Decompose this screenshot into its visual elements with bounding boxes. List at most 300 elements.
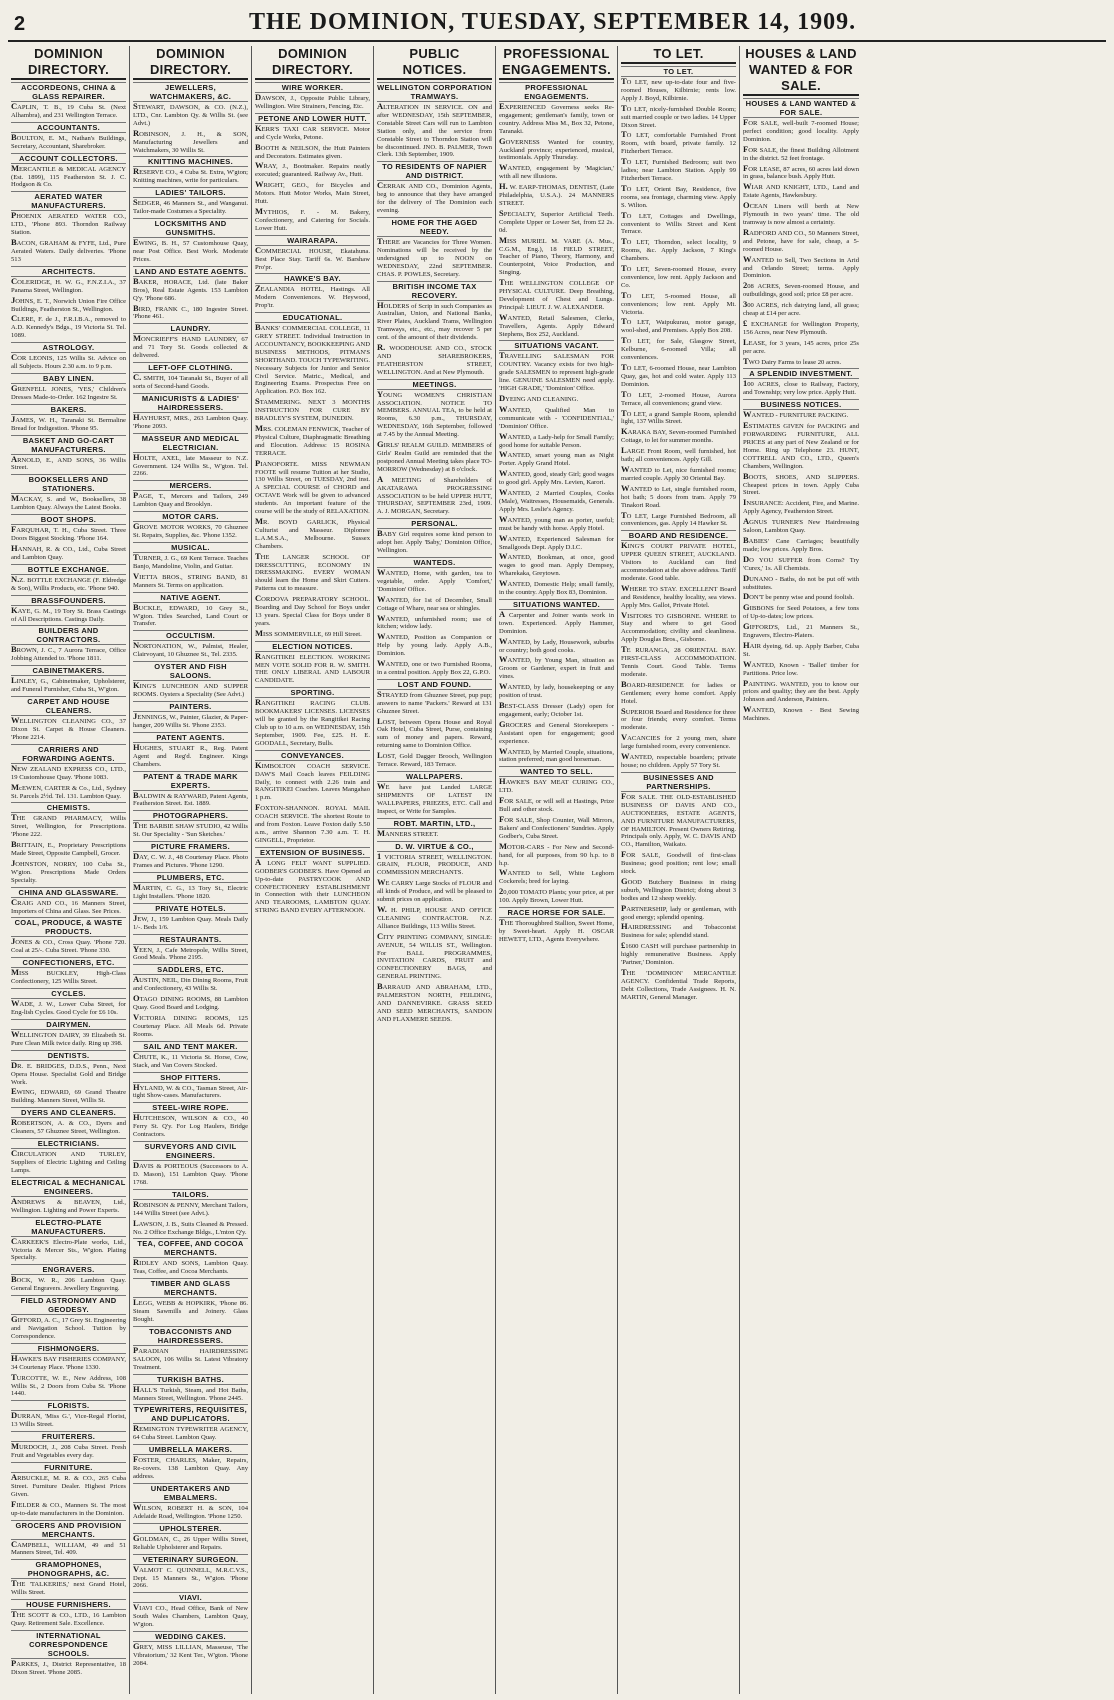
advertisement-entry: WANTED, Known - 'Ballet' timber for Partitions. Price low. [743, 658, 859, 677]
advertisement-entry: THE BARBIE SHAW STUDIO, 42 Willis St. Our Speciality - 'Sun Sketches.' [133, 820, 248, 839]
advertisement-entry: GIFFORD, A. C., 17 Grey St. Engineering and Navigation School. Tuition by Correspondence. [11, 1314, 126, 1340]
advertisement-entry: WANTED, 2 Married Couples, Cooks (Male), Waitresses, Housemaids, Generals. Apply Mrs. Leslie's Agency. [499, 487, 614, 513]
section-heading: JEWELLERS, WATCHMAKERS, &C. [133, 82, 248, 102]
advertisement-entry: WE have just Landed LARGE SHIPMENTS OF LATEST IN WALLPAPERS, FRIEZES, ETC. Call and Inspect, or Write for Samples. [377, 781, 492, 815]
advertisement-entry: INSURANCE: Accident, Fire, and Marine. Apply Agency, Featherston Street. [743, 497, 859, 516]
advertisement-entry: RIDLEY AND SONS, Lambton Quay. Teas, Coffee, and Cocoa Merchants. [133, 1257, 248, 1276]
advertisement-entry: WANTED to Sell, White Leghorn Cockerels; bred for laying. [499, 867, 614, 886]
section-heading: MUSICAL. [133, 542, 248, 553]
advertisement-entry: WANTED, by lady, housekeeping or any position of trust. [499, 681, 614, 700]
advertisement-entry: YEEN, J., Cafe Metropole, Willis Street, Good Meals. 'Phone 2195. [133, 943, 248, 962]
advertisement-entry: CAMPBELL, WILLIAM, 49 and 51 Manners Street, Tel. 409. [11, 1538, 126, 1557]
advertisement-entry: VICTORIA DINING ROOMS, 125 Courtenay Place. All Meals 6d. Private Rooms. [133, 1012, 248, 1038]
advertisement-entry: WE CARRY Large Stocks of FLOUR and all kinds of Produce, and will be pleased to submit prices on application. [377, 877, 492, 904]
advertisement-entry: DO YOU SUFFER from Corns? Try 'Curex,' 1s. All Chemists. [743, 553, 859, 572]
advertisement-entry: STRAYED from Ghuznee Street, pup pup; answers to name 'Packers.' Reward at 131 Ghuznee Street. [377, 688, 492, 715]
advertisement-entry: THE GRAND PHARMACY, Willis Street, Wellington, for Prescriptions. 'Phone 222. [11, 812, 126, 839]
advertisement-entry: DON'T be penny wise and pound foolish. [743, 591, 855, 602]
advertisement-entry: £ EXCHANGE for Wellington Property, 156 Acres, near New Plymouth. [743, 317, 859, 336]
advertisement-entry: WANTED, good, steady Girl; good wages to good girl. Apply Mrs. Levien, Karori. [499, 468, 614, 487]
advertisement-entry: WANTED - FURNITURE PACKING. [743, 409, 849, 420]
section-heading: UPHOLSTERER. [133, 1523, 248, 1534]
advertisement-entry: NEW ZEALAND EXPRESS CO., LTD., 19 Customhouse Quay. 'Phone 1083. [11, 762, 126, 781]
advertisement-entry: ROBINSON, J. H., & SON, Manufacturing Jewellers and Watchmakers, 30 Willis St. [133, 127, 248, 154]
section-heading: UMBRELLA MAKERS. [133, 1444, 248, 1455]
section-heading: MEETINGS. [377, 379, 492, 390]
section-heading: ROBT. MARTIN, LTD., [377, 818, 492, 829]
advertisement-entry: HYLAND, W. & CO., Tasman Street, Air-tight Show-cases. Manufacturers. [133, 1081, 248, 1100]
advertisement-entry: LOST, Gold Dagger Brooch, Wellington Terrace. Reward, 183 Terrace. [377, 750, 492, 769]
advertisement-entry: WRAY, J., Bootmaker. Repairs neatly executed; guaranteed. Railway Av., Hutt. [255, 160, 370, 179]
advertisement-entry: ARNOLD, E., AND SONS, 36 Willis Street. [11, 453, 126, 472]
advertisement-entry: FOR LEASE, 87 acres, 60 acres laid down in grass, balance bush. Apply Hutt. [743, 162, 859, 181]
advertisement-entry: TO LET, Furnished Bedroom; suit two ladies; near Lambton Station. Apply 99 Fitzherbert Terrace. [621, 156, 736, 182]
advertisement-entry: DURRAN, 'Miss G.', Vice-Regal Florist, 13 Willis Street. [11, 1410, 126, 1429]
advertisement-entry: COMMERCIAL HOUSE, Ekatahuna. Best Place Stay. Tariff 6s. W. Barshaw Pro'pr. [255, 244, 370, 271]
advertisement-entry: MISS BUCKLEY, High-Class Confectionery, 125 Willis Street. [11, 967, 126, 986]
advertisement-entry: MACKAY, S. and W., Booksellers, 38 Lambton Quay. Always the Latest Books. [11, 493, 126, 512]
section-heading: BUILDERS AND CONTRACTORS. [11, 625, 126, 645]
advertisement-entry: ROBERTSON, A. & CO., Dyers and Cleaners, 57 Ghuznee Street, Wellington. [11, 1117, 126, 1136]
advertisement-entry: STEWART, DAWSON, & CO. (N.Z.), LTD., Cnr. Lambton Qy. & Willis St. (see Advt.) [133, 101, 248, 127]
section-heading: WAIRARAPA. [255, 235, 370, 246]
advertisement-entry: MARTIN, C. G., 13 Tory St., Electric Light Installers. 'Phone 1820. [133, 881, 248, 900]
advertisement-entry: LOST, between Opera House and Royal Oak Hotel, Cuba Street, Purse, containing sum of money and papers. Reward, returning same to Dominion Office. [377, 715, 492, 750]
page-number: 2 [14, 13, 26, 35]
section-heading: CONVEYANCES. [255, 750, 370, 761]
advertisement-entry: ZEALANDIA HOTEL, Hastings. All Modern Conveniences. W. Heywood, Prop'tr. [255, 283, 370, 310]
advertisement-entry: TURNER, J. G., 69 Kent Terrace. Teaches Banjo, Mandoline, Violin, and Guitar. [133, 552, 248, 570]
advertisement-entry: 300 ACRES, rich dairying land, all grass; cheap at £14 per acre. [743, 299, 859, 318]
section-heading: DENTISTS. [11, 1050, 126, 1061]
column-2 [130, 46, 252, 1694]
advertisement-entry: AGNUS TURNER'S New Hairdressing Saloon, Lambton Quay. [743, 516, 859, 535]
advertisement-entry: PAINTING. WANTED, you to know our prices and quality; they are the best. Apply Johnson and Anderson, Painters. [743, 677, 859, 704]
section-heading: PICTURE FRAMERS. [133, 841, 248, 852]
advertisement-entry: SEDGER, 46 Manners St., and Wanganui. Tailor-made Costumes a Speciality. [133, 197, 248, 216]
advertisement-entry: WIAR AND KNIGHT, LTD., Land and Estate Agents, Hawkesbury. [743, 181, 859, 200]
advertisement-entry: HUTCHESON, WILSON & CO., 40 Ferry St. Q'y. For Log Haulers, Bridge Contractors. [133, 1112, 248, 1139]
advertisement-entry: 100 ACRES, close to Railway, Factory, and Township; very low price. Apply Hutt. [743, 378, 859, 397]
advertisement-entry: GROVE MOTOR WORKS, 70 Ghuznee St. Repairs, Supplies, &c. 'Phone 1352. [133, 521, 248, 540]
advertisement-entry: CHUTE, K., 11 Victoria St. Horse, Cow, Stack, and Van Covers Stocked. [133, 1050, 248, 1069]
section-heading: AERATED WATER MANUFACTURERS. [11, 191, 126, 211]
advertisement-entry: MRS. COLEMAN FENWICK, Teacher of Physical Culture, Diaphragmatic Breathing and Elocution. Address: 15 ROSINA TERRACE. [255, 423, 370, 457]
section-heading: OCCULTISM. [133, 630, 248, 641]
advertisement-entry: TRAVELLING SALESMAN FOR COUNTRY. Vacancy exists for two high-grade SALESMEN to represent high-grade line. GENUINE SALESMEN need apply. 'HIGH GRADE,' 'Dominion' Office. [499, 350, 614, 393]
advertisement-entry: WILSON, ROBERT H. & SON, 104 Adelaide Road, Wellington. 'Phone 1250. [133, 1502, 248, 1520]
section-heading: ELECTRICAL & MECHANICAL ENGINEERS. [11, 1177, 126, 1196]
section-heading: FRUITERERS. [11, 1431, 126, 1442]
column-heading: PUBLIC NOTICES. [377, 46, 492, 80]
advertisement-entry: TO LET, comfortable Furnished Front Room, with board, private family. 12 Fitzherbert Terrace. [621, 129, 736, 156]
advertisement-entry: ALTERATION IN SERVICE. ON and after WEDNESDAY, 15th SEPTEMBER, Constable Street Cars will run to Lambton Station only, and the service from Constable Street to Thorndon Station will be discontinued. JNO. B. PALMER, Town Clerk. 13th September, 1909. [377, 101, 492, 159]
section-heading: FIELD ASTRONOMY AND GEODESY. [11, 1295, 126, 1315]
section-heading: PAINTERS. [133, 701, 248, 712]
advertisement-entry: BAKER, HORACE, Ltd. (late Baker Bros), Real Estate Agents. 153 Lambton Q'y. 'Phone 686. [133, 275, 248, 302]
advertisement-entry: JOHNSTON, NORRY, 100 Cuba St., W'gton. Prescriptions Made Orders Specialty. [11, 857, 126, 884]
advertisement-entry: A MEETING of Shareholders of AKATARAWA PROGRESSING ASSOCIATION to be held UPPER HUTT, THURSDAY, SEPTEMBER 23rd, 1909. A. J. MORGAN, Secretary. [377, 473, 492, 516]
advertisement-entry: VIETTA BROS., STRING BAND, 81 Manners St. Terms on application. [133, 570, 248, 589]
advertisement-entry: CIRCULATION AND TURLEY, Suppliers of Electric Lighting and Ceiling Lamps. [11, 1148, 126, 1174]
advertisement-entry: EWING, EDWARD, 69 Grand Theatre Building. Manners Street, Willis St. [11, 1086, 126, 1105]
section-heading: VIAVI. [133, 1592, 248, 1603]
advertisement-entry: TO LET, for Sale, Glasgow Street, Kelburne, 6-roomed Villa; all conveniences. [621, 335, 736, 362]
advertisement-entry: AUSTIN, NEIL, Din Dining Rooms, Fruit and Confectionery, 43 Willis St. [133, 974, 248, 993]
advertisement-entry: WHERE TO STAY. EXCELLENT Board and Residence, healthy locality, sea views. Apply Mrs. Gallot, Private Hotel. [621, 582, 736, 609]
advertisement-entry: BOOTH & NEILSON, the Hutt Painters and Decorators. Estimates given. [255, 141, 370, 160]
advertisement-entry: WANTED, smart young man as Night Porter. Apply Grand Hotel. [499, 449, 614, 468]
advertisement-entry: EXPERIENCED Governess seeks Re-engagement; gentleman's family, town or country. Address Miss M., Box 32, Petone, Taranaki. [499, 101, 614, 135]
advertisement-entry: MERCANTILE & MEDICAL AGENCY (Est. 1899), 115 Featherston St. J. C. Hodgson & Co. [11, 162, 126, 189]
advertisement-entry: CERRAK AND CO., Dominion Agents, beg to announce that they have arranged for the delivery of The Dominion each evening. [377, 180, 492, 215]
advertisement-entry: FOR SALE, well-built 7-roomed House; perfect condition; good locality. Apply Dominion. [743, 117, 859, 143]
advertisement-entry: WANTED, Retail Salesmen, Clerks, Travellers, Agents. Apply Edward Stephens, Box 252, Auckland. [499, 311, 614, 338]
advertisement-entry: KARAKA BAY, Seven-roomed Furnished Cottage, to let for summer months. [621, 426, 736, 445]
advertisement-entry: WANTED, engagement by 'Magician,' with all new illusions. [499, 162, 614, 181]
advertisement-entry: JONES & CO., Cross Quay. 'Phone 720. Coal at 25/-. Cuba Street. 'Phone 330. [11, 936, 126, 955]
advertisement-entry: TO LET, Large Furnished Bedroom, all conveniences, gas. Apply 14 Hawker St. [621, 509, 736, 528]
column-heading: TO LET. [621, 46, 736, 64]
section-heading: VETERINARY SURGEON. [133, 1554, 248, 1565]
advertisement-entry: FOR SALE, Shop Counter, Wall Mirrors, Bakers' and Confectioners' Sundries. Apply Godber's, Cuba Street. [499, 813, 614, 840]
advertisement-entry: LINLEY, G., Cabinetmaker, Upholsterer, and Funeral Furnisher, Cuba St., W'gton. [11, 675, 126, 694]
advertisement-entry: RANGITIKEI ELECTION. WORKING MEN VOTE SOLID FOR R. W. SMITH. THE ONLY LIBERAL AND LABOUR CANDIDATE. [255, 650, 370, 685]
section-heading: PLUMBERS, ETC. [133, 872, 248, 883]
advertisement-entry: CITY PRINTING COMPANY, SINGLE: AVENUE, 54 WILLIS ST., Wellington. For BALL PROGRAMMES, INVITATION CARDS, FRUIT and CONFECTIONERY BAGS, and GENERAL PRINTING. [377, 930, 492, 981]
section-heading: BUSINESS NOTICES. [743, 399, 859, 410]
advertisement-entry: BEST-CLASS Dresser (Lady) open for engagement, early; October 1st. [499, 700, 614, 718]
section-heading: INTERNATIONAL CORRESPONDENCE SCHOOLS. [11, 1630, 126, 1659]
advertisement-entry: TO LET, 6-roomed House, near Lambton Quay, gas, hot and cold water. Apply 113 Dominion. [621, 362, 736, 388]
section-heading: TO LET. [621, 66, 736, 77]
advertisement-entry: WANTED to Let, single furnished room, hot bath; 5 doors from tram. Apply 79 Tinakori Road. [621, 482, 736, 509]
advertisement-entry: WANTED, Position as Companion or Help by young lady. Apply A.B., Dominion. [377, 631, 492, 658]
advertisement-entry: ARBUCKLE, M. R. & CO., 265 Cuba Street. Furniture Dealer. Highest Prices Given. [11, 1472, 126, 1498]
section-heading: CHEMISTS. [11, 802, 126, 813]
advertisement-entry: PAGE, T., Mercers and Tailors, 249 Lambton Quay and Brooklyn. [133, 490, 248, 509]
advertisement-entry: DAVIS & PORTEOUS (Successors to A. D. Mason), 151 Lambton Quay. 'Phone 1768. [133, 1160, 248, 1186]
advertisement-entry: WANTED, young man as porter, useful; must be handy with horse. Apply Hotel. [499, 513, 614, 532]
section-heading: FURNITURE. [11, 1462, 126, 1473]
advertisement-entry: FIELDER & CO., Manners St. The most up-to-date manufacturers in the Dominion. [11, 1498, 126, 1517]
advertisement-entry: JEW, J., 159 Lambton Quay. Meals Daily 1/-. Beds 1/6. [133, 912, 248, 931]
advertisement-entry: HAIRDRESSING and Tobacconist Business for sale; splendid stand. [621, 921, 736, 940]
advertisement-entry: LARGE Front Room, well furnished, hot bath; all conveniences. Apply Gill. [621, 445, 736, 464]
advertisement-entry: RADFORD AND CO., 50 Manners Street, and Petone, have for sale, cheap, a 5-roomed House. [743, 226, 859, 253]
section-heading: WEDDING CAKES. [133, 1631, 248, 1642]
section-heading: ACCORDEONS, CHINA & GLASS REPAIRER. [11, 82, 126, 102]
column-7 [740, 46, 862, 1694]
advertisement-entry: BARRAUD AND ABRAHAM, LTD., PALMERSTON NORTH, FEILDING, AND DANNEVIRKE. GRASS SEED AND SEED MERCHANTS, SANDON AND FLAXMERE SEEDS. [377, 981, 492, 1023]
section-heading: ENGRAVERS. [11, 1264, 126, 1275]
section-heading: EXTENSION OF BUSINESS. [255, 847, 370, 858]
section-heading: HOUSES & LAND WANTED & FOR SALE. [743, 98, 859, 118]
section-heading: CONFECTIONERS, ETC. [11, 957, 126, 968]
column-4 [374, 46, 496, 1694]
section-heading: ACCOUNTANTS. [11, 122, 126, 133]
advertisement-entry: 20,000 TOMATO Plants; your price, at per 100. Apply Brown, Lower Hutt. [499, 886, 614, 905]
newspaper-columns [8, 46, 1106, 1694]
section-heading: SURVEYORS AND CIVIL ENGINEERS. [133, 1141, 248, 1161]
advertisement-entry: FOR SALE, the finest Building Allotment in the district. 52 feet frontage. [743, 143, 859, 162]
advertisement-entry: THE 'DOMINION' MERCANTILE AGENCY. Confidential Trade Reports, Debt Collections, Trade Assignees. H. N. MARTIN, General Manager. [621, 967, 736, 1001]
advertisement-entry: FOR SALE. THE OLD-ESTABLISHED BUSINESS OF DAVIS AND CO., AUCTIONEERS, ESTATE AGENTS, AND FURNITURE MANUFACTURERS, OF HAMILTON. Present Owners Retiring. Principals only. Apply, W. C. DAVIS AND CO., Hamilton, Waikato. [621, 790, 736, 849]
advertisement-entry: TO LET, a grand Sample Room, splendid light, 137 Willis Street. [621, 407, 736, 426]
advertisement-entry: HAIR dyeing, 6d. up. Apply Barber, Cuba St. [743, 639, 859, 658]
section-heading: PERSONAL. [377, 518, 492, 529]
section-heading: SITUATIONS WANTED. [499, 599, 614, 610]
section-heading: BRASSFOUNDERS. [11, 595, 126, 606]
section-heading: TEA, COFFEE, AND COCOA MERCHANTS. [133, 1238, 248, 1258]
advertisement-entry: BOARD-RESIDENCE for ladies or Gentlemen; every home comfort. Apply Hotel. [621, 678, 736, 705]
advertisement-entry: TO LET, Waipukurau, motor garage, wool-shed, and Premises. Apply Box 208. [621, 316, 736, 335]
section-heading: BOARD AND RESIDENCE. [621, 530, 736, 541]
advertisement-entry: WANTED, one or two Furnished Rooms, in a central position. Apply Box 22, G.P.O. [377, 658, 492, 676]
advertisement-entry: FARQUHAR, T. H., Cuba Street. Three Doors Biggest Stocking. 'Phone 164. [11, 524, 126, 543]
advertisement-entry: WELLINGTON CLEANING CO., 37 Dixon St. Carpet & House Cleaners. 'Phone 2214. [11, 715, 126, 741]
section-heading: DAIRYMEN. [11, 1019, 126, 1030]
section-heading: PATENT AGENTS. [133, 732, 248, 743]
advertisement-entry: GOLDMAN, C., 26 Upper Willis Street, Reliable Upholsterer and Repairs. [133, 1532, 248, 1551]
advertisement-entry: 1 VICTORIA STREET, WELLINGTON. GRAIN, FLOUR, PRODUCE, AND COMMISSION MERCHANTS. [377, 850, 492, 877]
advertisement-entry: HUGHES, STUART R., Reg. Patent Agent and Reg'd. Engineer. Kings Chambers. [133, 741, 248, 768]
advertisement-entry: £1600 CASH will purchase partnership in highly remunerative Business. Apply 'Partner,' Dominion. [621, 940, 736, 967]
advertisement-entry: GOVERNESS Wanted for country, Auckland province; experienced, musical, testimonials. Apply Thursday. [499, 135, 614, 162]
advertisement-entry: BANKS' COMMERCIAL COLLEGE, 11 GREY STREET. Individual Instruction in ACCOUNTANCY, BOOKKEEPING AND BUSINESS METHODS, PITMAN'S SHORTHAND. TOUCH TYPEWRITING. Necessary Subjects for Junior and Senior Civil Service. Matric., Medical, and Engineering Exams. Prospectus Free on Application. P.O. Box 162. [255, 322, 370, 396]
section-heading: ARCHITECTS. [11, 266, 126, 277]
section-heading: TURKISH BATHS. [133, 1374, 248, 1385]
advertisement-entry: BROWN, J. C., 7 Aurora Terrace, Office Jobbing Attended to. 'Phone 1811. [11, 644, 126, 663]
advertisement-entry: STAMMERING. NEXT 3 MONTHS INSTRUCTION FOR CURE BY BRADLEY'S SYSTEM, DUNEDIN. [255, 396, 370, 423]
column-1 [8, 46, 130, 1694]
advertisement-entry: HAYHURST, MRS., 263 Lambton Quay. 'Phone 2093. [133, 411, 248, 430]
advertisement-entry: WANTED, Home, with garden, tea to vegetable, order. Apply 'Comfort,' 'Dominion' Office. [377, 566, 492, 593]
advertisement-entry: GRENFELL JONES, 'YES,' Children's Dresses Made-to-Order. 162 Ingestre St. [11, 382, 126, 401]
section-heading: D. W. VIRTUE & CO., [377, 841, 492, 852]
advertisement-entry: THE 'TALKERIES,' next Grand Hotel, Willis Street. [11, 1578, 126, 1597]
section-heading: CHINA AND GLASSWARE. [11, 887, 126, 898]
advertisement-entry: RESERVE CO., 4 Cuba St. Extra, W'gton; Knitting machines, write for particulars. [133, 166, 248, 185]
section-heading: PROFESSIONAL ENGAGEMENTS. [499, 82, 614, 102]
section-heading: BOOKSELLERS AND STATIONERS. [11, 474, 126, 494]
section-heading: WELLINGTON CORPORATION TRAMWAYS. [377, 83, 492, 101]
advertisement-entry: HANNAH, R. & CO., Ltd., Cuba Street and Lambton Quay. [11, 543, 126, 561]
advertisement-entry: MISS MURIEL M. VARE (A. Mus., C.G.M., Eng.), 18 FIELD STREET, Teacher of Piano, Theory, Harmony, and Counterpoint, Voice Production, and Singing. [499, 234, 614, 277]
column-heading: DOMINION DIRECTORY. [133, 46, 248, 80]
advertisement-entry: CRAIG AND CO., 16 Manners Street, Importers of China and Glass. See Prices. [11, 896, 126, 915]
advertisement-entry: BABY Girl requires some kind person to adopt her. Apply 'Baby,' Dominion Office, Wellington. [377, 528, 492, 555]
advertisement-entry: MANNERS STREET. [377, 827, 439, 838]
section-heading: CARPET AND HOUSE CLEANERS. [11, 696, 126, 716]
advertisement-entry: WANTED, by Young Man, situation as Groom or Gardener, expert in fruit and vines. [499, 654, 614, 681]
advertisement-entry: KERR'S TAXI CAR SERVICE. Motor and Cycle Works, Petone. [255, 122, 370, 141]
advertisement-entry: WANTED, Known - Best Sewing Machines. [743, 704, 859, 723]
advertisement-entry: MISS SOMMERVILLE, 69 Hill Street. [255, 627, 362, 638]
section-heading: WIRE WORKER. [255, 82, 370, 93]
section-heading: TIMBER AND GLASS MERCHANTS. [133, 1278, 248, 1298]
advertisement-entry: MURDOCH, J., 208 Cuba Street. Fresh Fruit and Vegetables every day. [11, 1441, 126, 1460]
advertisement-entry: THE Thoroughbred Stallion, Sweet Home, by Sweet-heart. Apply H. OSCAR HEWETT, LTD., Agents Everywhere. [499, 917, 614, 943]
advertisement-entry: THE LANGER SCHOOL OF DRESSCUTTING, ECONOMY IN DRESSMAKING. EVERY WOMAN should learn the Home and Skirt Cutters. Patterns cut to measure. [255, 550, 370, 593]
advertisement-entry: WANTED, Experienced Salesman for Smallgoods Dept. Apply D.I.C. [499, 532, 614, 551]
advertisement-entry: McEWEN, CARTER & Co., Ltd., Sydney St. Parcels 2½d. Tel. 131. Lambton Quay. [11, 781, 126, 800]
newspaper-title: THE DOMINION, TUESDAY, SEPTEMBER 14, 1909. [248, 9, 857, 35]
advertisement-entry: KING'S LUNCHEON AND SUPPER ROOMS. Oysters a Speciality (See Advt.) [133, 680, 248, 699]
advertisement-entry: JOHNS, E. T., Norwich Union Fire Office Buildings, Featherston St., Wellington. [11, 294, 126, 313]
advertisement-entry: LEASE, for 3 years, 145 acres, price 25s per acre. [743, 336, 859, 355]
advertisement-entry: WANTED to Sell, Two Sections in Arid and Orlando Street; terms. Apply Dominion. [743, 253, 859, 280]
advertisement-entry: TO LET, nicely-furnished Double Room; suit married couple or two ladies. 14 Upper Dixon Street. [621, 102, 736, 129]
section-heading: BRITISH INCOME TAX RECOVERY. [377, 281, 492, 301]
advertisement-entry: FOSTER, CHARLES, Maker, Repairs, Re-covers. 138 Lambton Quay. Any address. [133, 1454, 248, 1481]
advertisement-entry: BABIES' Cane Carriages; beautifully made; low prices. Apply Bros. [743, 534, 859, 553]
advertisement-entry: BOOTS, SHOES, AND SLIPPERS. Cheapest prices in town. Apply Cuba Street. [743, 470, 859, 497]
section-heading: BOOT SHOPS. [11, 514, 126, 525]
section-heading: LOST AND FOUND. [377, 679, 492, 690]
section-heading: WALLPAPERS. [377, 771, 492, 782]
advertisement-entry: VACANCIES for 2 young men, share large furnished room, every convenience. [621, 732, 736, 751]
section-heading: A SPLENDID INVESTMENT. [743, 368, 859, 379]
section-heading: KNITTING MACHINES. [133, 156, 248, 167]
section-heading: ACCOUNT COLLECTORS. [11, 153, 126, 164]
advertisement-entry: WANTED, Bookman, at once, good wages to good man. Apply Dempsey, Wharekaka, Greytown. [499, 551, 614, 578]
advertisement-entry: TO LET, Cottages and Dwellings, convenient to Willis Street and Kent Terrace. [621, 209, 736, 236]
advertisement-entry: TO LET, Orient Bay, Residence, five rooms, sea frontage, charming view. Apply S. Wilton. [621, 182, 736, 209]
advertisement-entry: TWO Dairy Farms to lease 20 acres. [743, 355, 842, 366]
section-heading: LEFT-OFF CLOTHING. [133, 362, 248, 373]
advertisement-entry: GIBBONS for Seed Potatoes, a few tons of Up-to-dates; low prices. [743, 602, 859, 621]
advertisement-entry: DAWSON, J., Opposite Public Library, Wellington. Wire Strainers, Fencing, Etc. [255, 92, 370, 110]
section-heading: BAKERS. [11, 404, 126, 415]
advertisement-entry: PIANOFORTE. MISS NEWMAN FOOTE will resume Tuition at her Studio, 130 Willis Street, on TUESDAY, 2nd inst. A SPECIAL COURSE of CHORD and OCTAVE Work will be given to advanced students. An important feature of the course will be the study of RELAXATION. [255, 457, 370, 516]
section-heading: TO RESIDENTS OF NAPIER AND DISTRICT. [377, 161, 492, 181]
advertisement-entry: PHOENIX AERATED WATER CO., LTD., 'Phone 893. Thorndon Railway Station. [11, 210, 126, 237]
advertisement-entry: YOUNG WOMEN'S CHRISTIAN ASSOCIATION. NOTICE TO MEMBERS. ANNUAL TEA, to be held at Rooms, 6.30 p.m., THURSDAY, WEDNESDAY, 16th September, followed at 7.45 by the Annual Meeting. [377, 388, 492, 439]
section-heading: SITUATIONS VACANT. [499, 340, 614, 351]
advertisement-entry: TO LET, Thorndon, select locality, 9 Rooms, &c. Apply Jackson, 7 King's Chambers. [621, 236, 736, 263]
advertisement-entry: FOR SALE, or will sell at Hastings, Prize Bull and other stock. [499, 795, 614, 814]
column-6 [618, 46, 740, 1694]
section-heading: LAUNDRY. [133, 323, 248, 334]
section-heading: LAND AND ESTATE AGENTS. [134, 266, 247, 276]
advertisement-entry: JAMES, W. H., Taranaki St. Bermaline Bread for Indigestion. 'Phone 95. [11, 413, 126, 432]
column-heading: PROFESSIONAL ENGAGEMENTS. [499, 46, 614, 80]
advertisement-entry: BOCK, W. R., 206 Lambton Quay. General Engravers. Jewellery Engraving. [11, 1274, 126, 1293]
advertisement-entry: WRIGHT, GEO., for Bicycles and Motors. Hutt Motor Works, Main Street, Hutt. [255, 179, 370, 206]
section-heading: HOUSE FURNISHERS. [11, 1599, 126, 1610]
advertisement-entry: LAWSON, J. B., Suits Cleaned & Pressed. No. 2 Office Exchange Bldgs., L'mton Q'y. [133, 1217, 248, 1236]
advertisement-entry: WANTED, by Married Couple, situations, station preferred; man good horseman. [499, 745, 614, 764]
advertisement-entry: SUPERIOR Board and Residence for three or four friends; every comfort. Terms moderate. [621, 705, 736, 732]
advertisement-entry: VALMOT C. QUINNELL, M.R.C.V.S., Dept. 15 Manners St., W'gton. 'Phone 2066. [133, 1563, 248, 1590]
section-heading: EDUCATIONAL. [255, 312, 370, 323]
section-heading: TYPEWRITERS, REQUISITES, AND DUPLICATORS. [133, 1405, 248, 1424]
section-heading: UNDERTAKERS AND EMBALMERS. [133, 1483, 248, 1503]
section-heading: TAILORS. [133, 1189, 248, 1200]
section-heading: LOCKSMITHS AND GUNSMITHS. [133, 218, 248, 238]
advertisement-entry: H. W. EARP-THOMAS, DENTIST, (Late Philadelphia, U.S.A.). 24 MANNERS STREET. [499, 181, 614, 207]
advertisement-entry: OCEAN Liners will berth at New Plymouth in two years' time. The old tramway is now almost a certainty. [743, 200, 859, 226]
advertisement-entry: THE SCOTT & CO., LTD., 16 Lambton Quay. Retirement Sale. Excellence. [11, 1609, 126, 1628]
advertisement-entry: PARKES, J., District Representative, 18 Dixon Street. 'Phone 2085. [11, 1657, 126, 1676]
section-heading: CYCLES. [11, 988, 126, 999]
advertisement-entry: WELLINGTON DAIRY, 39 Elizabeth St. Pure Clean Milk twice daily. Ring up 398. [11, 1028, 126, 1047]
advertisement-entry: KAYE, G. M., 19 Tory St. Brass Castings of All Descriptions. Castings Daily. [11, 604, 126, 623]
advertisement-entry: GREY, MISS LILLIAN, Masseuse, 'The Vibratorium,' 32 Kent Ter., W'gton. 'Phone 2084. [133, 1641, 248, 1667]
section-heading: LADIES' TAILORS. [133, 187, 248, 198]
advertisement-entry: TO LET, 5-roomed House, all conveniences; low rent. Apply Mt. Victoria. [621, 289, 736, 316]
section-heading: TOBACCONISTS AND HAIRDRESSERS. [133, 1326, 248, 1346]
section-heading: MASSEUR AND MEDICAL ELECTRICIAN. [133, 433, 248, 453]
advertisement-entry: W. H. PHILP, HOUSE AND OFFICE CLEANING CONTRACTOR. N.Z. Alliance Buildings, 113 Willis Street. [377, 903, 492, 930]
section-heading: CABINETMAKERS. [11, 665, 126, 676]
column-5 [496, 46, 618, 1694]
section-heading: BABY LINEN. [11, 373, 126, 384]
section-heading: PHOTOGRAPHERS. [133, 810, 248, 821]
advertisement-entry: WADE, J. W., Lower Cuba Street, for Eng-lish Cycles. Good Cycle for £6 10s. [11, 998, 126, 1016]
section-heading: MANICURISTS & LADIES' HAIRDRESSERS. [133, 393, 248, 413]
section-heading: WANTEDS. [377, 557, 492, 568]
advertisement-entry: VISITORS TO GISBORNE. WHERE to Stay and where to get Good Accommodation; civility and cleanliness. Apply Douglas Bros., Gisborne. [621, 609, 736, 644]
advertisement-entry: PARADIAN HAIRDRESSING SALOON, 106 Willis St. Latest Vibratory Treatment. [133, 1344, 248, 1371]
column-3 [252, 46, 374, 1694]
advertisement-entry: MONCRIEFF'S HAND LAUNDRY, 67 and 71 Tory St. Goods collected & delivered. [133, 333, 248, 360]
advertisement-entry: TO LET, new up-to-date four and five-roomed Houses, Kilbirnie; rents low. Apply J. Boyd, Kilbirnie. [621, 76, 736, 102]
advertisement-entry: VIAVI CO., Head Office, Bank of New South Wales Chambers, Lambton Quay, W'gton. [133, 1602, 248, 1629]
advertisement-entry: CAPLIN, T. B., 19 Cuba St. (Next Alhambra), and 231 Wellington Terrace. [11, 101, 126, 119]
section-heading: SHOP FITTERS. [133, 1072, 248, 1083]
advertisement-entry: PARTNERSHIP, lady or gentleman, with good energy; splendid opening. [621, 902, 736, 921]
section-heading: GRAMOPHONES, PHONOGRAPHS, &C. [11, 1559, 126, 1579]
advertisement-entry: WANTED, respectable boarders; private house; no children. Apply 57 Tory St. [621, 751, 736, 769]
advertisement-entry: GROCERS and General Storekeepers - Assistant open for engagement; good experience. [499, 718, 614, 745]
advertisement-entry: DR. E. BRIDGES, D.D.S., Penn., Next Opera House. Specialist Gold and Bridge Work. [11, 1059, 126, 1086]
advertisement-entry: R. WOODHOUSE AND CO., STOCK AND SHAREBROKERS, FEATHERSTON STREET, WELLINGTON. And at New Plymouth. [377, 342, 492, 376]
section-heading: GROCERS AND PROVISION MERCHANTS. [11, 1520, 126, 1540]
advertisement-entry: NORTONATION, W., Palmist, Healer, Clairvoyant, 10 Ghuznee St., Tel. 2335. [133, 640, 248, 659]
advertisement-entry: WANTED, unfurnished room; use of kitchen; widow lady. [377, 612, 492, 631]
section-heading: WANTED TO SELL. [499, 766, 614, 777]
advertisement-entry: TO LET, Seven-roomed House, every convenience, low rent. Apply Jackson and Co. [621, 263, 736, 289]
advertisement-entry: COR LEONIS, 125 Willis St. Advice on all Subjects. Hours 2.30 a.m. to 9 p.m. [11, 352, 126, 371]
section-heading: RESTAURANTS. [133, 934, 248, 945]
section-heading: FISHMONGERS. [11, 1343, 126, 1354]
advertisement-entry: COLERIDGE, H. W. G., F.N.Z.I.A., 37 Panama Street, Wellington. [11, 275, 126, 294]
section-heading: OYSTER AND FISH SALOONS. [133, 661, 248, 681]
advertisement-entry: ESTIMATES GIVEN for PACKING and FORWARDING FURNITURE, ALL PRICES at any part of New Zealand or for Home. Ring up Telephone 23. HUNT, COTTRELL AND CO., LTD., Queen's Chambers, Wellington. [743, 420, 859, 470]
advertisement-entry: TO LET, 2-roomed House, Aurora Terrace, all conveniences; grand view. [621, 388, 736, 407]
advertisement-entry: DAY, C. W. J., 48 Courtenay Place. Photo Frames and Pictures. 'Phone 1290. [133, 851, 248, 870]
section-heading: SADDLERS, ETC. [133, 964, 248, 975]
section-heading: HAWKE'S BAY. [255, 273, 370, 284]
advertisement-entry: REMINGTON TYPEWRITER AGENCY, 64 Cuba Street. Lambton Quay. [133, 1423, 248, 1442]
advertisement-entry: SPECIALTY, Superior Artificial Teeth. Complete Upper or Lower Set, from £2 2s. 0d. [499, 207, 614, 234]
section-heading: BASKET AND GO-CART MANUFACTURERS. [11, 435, 126, 455]
advertisement-entry: A LONG FELT WANT SUPPLIED. GODBER'S GODBER'S. Have Opened an Up-to-date PASTRYCOOK AND CONFECTIONERY ESTABLISHMENT in Connection with their LUNCHEON AND TEAROOMS, LAMBTON QUAY. STRING BAND EVERY AFTERNOON. [255, 856, 370, 915]
column-heading: DOMINION DIRECTORY. [11, 46, 126, 80]
advertisement-entry: MOTOR-CARS - For New and Second-hand, for all purposes, from 90 h.p. to 8 h.p. [499, 840, 614, 867]
advertisement-entry: RANGITIKEI RACING CLUB. BOOKMAKERS' LICENSES. LICENSES will be granted by the Rangitikei Racing Club up to 10 a.m. on WEDNESDAY, 15th September, 1909. Fee, £25. H. E. GOODALL, Secretary, Bulls. [255, 697, 370, 747]
advertisement-entry: CORDOVA PREPARATORY SCHOOL. Boarding and Day School for Boys under 13 years. Special Class for Boys under 8 years. [255, 593, 370, 627]
section-heading: ASTROLOGY. [11, 342, 126, 353]
section-heading: BOTTLE EXCHANGE. [11, 564, 126, 575]
advertisement-entry: WANTED, for 1st of December, Small Cottage of Whare, near sea or shingles. [377, 593, 492, 612]
advertisement-entry: CLERE, F. de J., F.R.I.B.A., removed to A.D. Kennedy's Bdgs., 19 Victoria St. Tel. 1089. [11, 313, 126, 340]
section-heading: COAL, PRODUCE, & WASTE PRODUCTS. [11, 917, 126, 937]
section-heading: DYERS AND CLEANERS. [11, 1107, 126, 1118]
advertisement-entry: DUNANO - Baths, do not be put off with substitutes. [743, 572, 859, 591]
